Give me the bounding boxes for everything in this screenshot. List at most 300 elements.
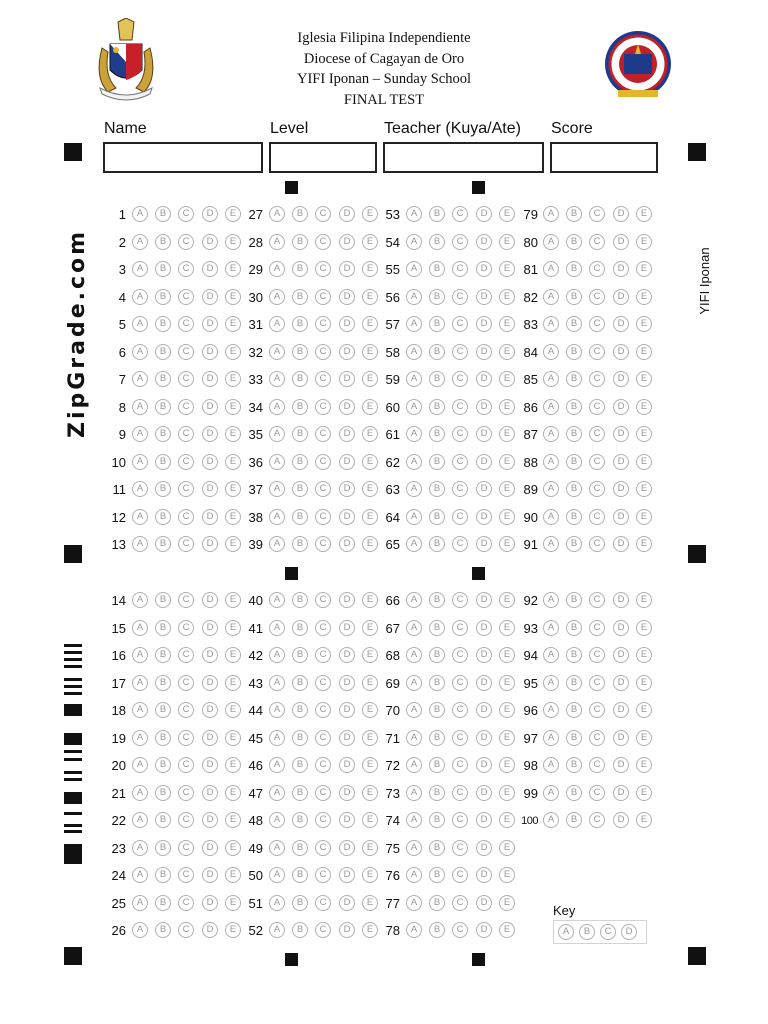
answer-bubble-e[interactable]: E bbox=[636, 536, 652, 552]
answer-bubble-e[interactable]: E bbox=[636, 426, 652, 442]
answer-bubble-b[interactable]: B bbox=[429, 812, 445, 828]
teacher-field[interactable] bbox=[383, 142, 544, 173]
answer-bubble-b[interactable]: B bbox=[566, 757, 582, 773]
answer-bubble-d[interactable]: D bbox=[476, 757, 492, 773]
answer-bubble-c[interactable]: C bbox=[178, 785, 194, 801]
answer-bubble-a[interactable]: A bbox=[132, 316, 148, 332]
answer-bubble-e[interactable]: E bbox=[362, 371, 378, 387]
answer-bubble-c[interactable]: C bbox=[589, 206, 605, 222]
answer-bubble-a[interactable]: A bbox=[132, 592, 148, 608]
answer-bubble-d[interactable]: D bbox=[202, 536, 218, 552]
answer-bubble-c[interactable]: C bbox=[589, 675, 605, 691]
answer-bubble-d[interactable]: D bbox=[339, 702, 355, 718]
answer-bubble-c[interactable]: C bbox=[589, 509, 605, 525]
answer-bubble-a[interactable]: A bbox=[543, 620, 559, 636]
answer-bubble-b[interactable]: B bbox=[292, 730, 308, 746]
answer-bubble-c[interactable]: C bbox=[178, 344, 194, 360]
answer-bubble-b[interactable]: B bbox=[429, 840, 445, 856]
answer-bubble-e[interactable]: E bbox=[499, 647, 515, 663]
answer-bubble-e[interactable]: E bbox=[362, 344, 378, 360]
answer-bubble-d[interactable]: D bbox=[202, 675, 218, 691]
answer-bubble-e[interactable]: E bbox=[362, 785, 378, 801]
answer-bubble-b[interactable]: B bbox=[292, 344, 308, 360]
answer-bubble-c[interactable]: C bbox=[315, 867, 331, 883]
answer-bubble-a[interactable]: A bbox=[132, 509, 148, 525]
answer-bubble-b[interactable]: B bbox=[566, 426, 582, 442]
answer-bubble-b[interactable]: B bbox=[292, 454, 308, 470]
answer-bubble-e[interactable]: E bbox=[225, 536, 241, 552]
answer-bubble-a[interactable]: A bbox=[406, 234, 422, 250]
answer-bubble-b[interactable]: B bbox=[429, 289, 445, 305]
answer-bubble-e[interactable]: E bbox=[225, 785, 241, 801]
answer-bubble-c[interactable]: C bbox=[315, 509, 331, 525]
answer-bubble-a[interactable]: A bbox=[406, 261, 422, 277]
answer-bubble-b[interactable]: B bbox=[429, 702, 445, 718]
answer-bubble-c[interactable]: C bbox=[178, 812, 194, 828]
answer-bubble-b[interactable]: B bbox=[566, 702, 582, 718]
answer-bubble-b[interactable]: B bbox=[155, 922, 171, 938]
answer-bubble-e[interactable]: E bbox=[499, 454, 515, 470]
answer-bubble-b[interactable]: B bbox=[429, 757, 445, 773]
answer-bubble-e[interactable]: E bbox=[636, 344, 652, 360]
answer-bubble-e[interactable]: E bbox=[225, 426, 241, 442]
answer-bubble-d[interactable]: D bbox=[202, 371, 218, 387]
answer-bubble-c[interactable]: C bbox=[178, 675, 194, 691]
answer-bubble-d[interactable]: D bbox=[613, 316, 629, 332]
answer-bubble-c[interactable]: C bbox=[589, 702, 605, 718]
answer-bubble-a[interactable]: A bbox=[406, 509, 422, 525]
answer-bubble-b[interactable]: B bbox=[292, 620, 308, 636]
answer-bubble-e[interactable]: E bbox=[362, 234, 378, 250]
answer-bubble-e[interactable]: E bbox=[362, 812, 378, 828]
answer-bubble-c[interactable]: C bbox=[315, 234, 331, 250]
answer-bubble-c[interactable]: C bbox=[589, 620, 605, 636]
answer-bubble-b[interactable]: B bbox=[292, 316, 308, 332]
answer-bubble-e[interactable]: E bbox=[225, 454, 241, 470]
answer-bubble-d[interactable]: D bbox=[476, 592, 492, 608]
answer-bubble-c[interactable]: C bbox=[315, 922, 331, 938]
answer-bubble-a[interactable]: A bbox=[543, 261, 559, 277]
answer-bubble-b[interactable]: B bbox=[155, 234, 171, 250]
answer-bubble-b[interactable]: B bbox=[429, 481, 445, 497]
answer-bubble-a[interactable]: A bbox=[132, 702, 148, 718]
answer-bubble-e[interactable]: E bbox=[499, 730, 515, 746]
answer-bubble-a[interactable]: A bbox=[406, 371, 422, 387]
answer-bubble-e[interactable]: E bbox=[636, 206, 652, 222]
answer-bubble-e[interactable]: E bbox=[499, 592, 515, 608]
answer-bubble-a[interactable]: A bbox=[406, 785, 422, 801]
answer-bubble-d[interactable]: D bbox=[613, 206, 629, 222]
answer-bubble-a[interactable]: A bbox=[132, 757, 148, 773]
answer-bubble-d[interactable]: D bbox=[202, 922, 218, 938]
answer-bubble-e[interactable]: E bbox=[225, 289, 241, 305]
answer-bubble-c[interactable]: C bbox=[178, 922, 194, 938]
answer-bubble-a[interactable]: A bbox=[132, 206, 148, 222]
answer-bubble-a[interactable]: A bbox=[269, 399, 285, 415]
answer-bubble-c[interactable]: C bbox=[452, 922, 468, 938]
answer-bubble-b[interactable]: B bbox=[292, 399, 308, 415]
answer-bubble-d[interactable]: D bbox=[202, 289, 218, 305]
answer-bubble-b[interactable]: B bbox=[292, 234, 308, 250]
answer-bubble-d[interactable]: D bbox=[613, 647, 629, 663]
answer-bubble-d[interactable]: D bbox=[339, 730, 355, 746]
answer-bubble-d[interactable]: D bbox=[202, 481, 218, 497]
answer-bubble-a[interactable]: A bbox=[406, 454, 422, 470]
answer-bubble-e[interactable]: E bbox=[499, 261, 515, 277]
answer-bubble-e[interactable]: E bbox=[636, 675, 652, 691]
answer-bubble-d[interactable]: D bbox=[476, 399, 492, 415]
answer-bubble-a[interactable]: A bbox=[269, 785, 285, 801]
answer-bubble-c[interactable]: C bbox=[452, 536, 468, 552]
answer-bubble-d[interactable]: D bbox=[339, 867, 355, 883]
answer-bubble-b[interactable]: B bbox=[292, 922, 308, 938]
answer-bubble-e[interactable]: E bbox=[362, 454, 378, 470]
answer-bubble-d[interactable]: D bbox=[202, 812, 218, 828]
answer-bubble-b[interactable]: B bbox=[155, 702, 171, 718]
answer-bubble-c[interactable]: C bbox=[178, 895, 194, 911]
answer-bubble-c[interactable]: C bbox=[178, 261, 194, 277]
answer-bubble-b[interactable]: B bbox=[292, 509, 308, 525]
answer-bubble-a[interactable]: A bbox=[132, 840, 148, 856]
answer-bubble-b[interactable]: B bbox=[429, 426, 445, 442]
answer-bubble-c[interactable]: C bbox=[452, 206, 468, 222]
answer-bubble-a[interactable]: A bbox=[543, 344, 559, 360]
answer-bubble-a[interactable]: A bbox=[132, 620, 148, 636]
answer-bubble-e[interactable]: E bbox=[499, 840, 515, 856]
answer-bubble-b[interactable]: B bbox=[566, 812, 582, 828]
answer-bubble-e[interactable]: E bbox=[636, 289, 652, 305]
answer-bubble-d[interactable]: D bbox=[476, 371, 492, 387]
answer-bubble-d[interactable]: D bbox=[339, 426, 355, 442]
answer-bubble-d[interactable]: D bbox=[476, 261, 492, 277]
answer-bubble-b[interactable]: B bbox=[155, 261, 171, 277]
answer-bubble-b[interactable]: B bbox=[155, 371, 171, 387]
answer-bubble-a[interactable]: A bbox=[543, 702, 559, 718]
answer-bubble-d[interactable]: D bbox=[202, 702, 218, 718]
answer-bubble-c[interactable]: C bbox=[452, 812, 468, 828]
answer-bubble-b[interactable]: B bbox=[429, 675, 445, 691]
answer-bubble-d[interactable]: D bbox=[613, 592, 629, 608]
answer-bubble-d[interactable]: D bbox=[339, 261, 355, 277]
answer-bubble-a[interactable]: A bbox=[269, 261, 285, 277]
answer-bubble-a[interactable]: A bbox=[269, 895, 285, 911]
answer-bubble-a[interactable]: A bbox=[132, 371, 148, 387]
answer-bubble-b[interactable]: B bbox=[292, 702, 308, 718]
answer-bubble-e[interactable]: E bbox=[499, 206, 515, 222]
answer-bubble-c[interactable]: C bbox=[452, 399, 468, 415]
answer-bubble-a[interactable]: A bbox=[132, 730, 148, 746]
answer-bubble-a[interactable]: A bbox=[406, 399, 422, 415]
answer-bubble-d[interactable]: D bbox=[339, 206, 355, 222]
answer-bubble-d[interactable]: D bbox=[202, 620, 218, 636]
answer-bubble-a[interactable]: A bbox=[406, 757, 422, 773]
answer-bubble-c[interactable]: C bbox=[315, 344, 331, 360]
answer-bubble-b[interactable]: B bbox=[429, 785, 445, 801]
answer-bubble-c[interactable]: C bbox=[315, 812, 331, 828]
answer-bubble-b[interactable]: B bbox=[155, 592, 171, 608]
answer-bubble-d[interactable]: D bbox=[339, 344, 355, 360]
answer-bubble-c[interactable]: C bbox=[452, 289, 468, 305]
answer-bubble-b[interactable]: B bbox=[566, 592, 582, 608]
answer-bubble-a[interactable]: A bbox=[406, 481, 422, 497]
answer-bubble-b[interactable]: B bbox=[292, 289, 308, 305]
answer-bubble-e[interactable]: E bbox=[636, 316, 652, 332]
answer-bubble-c[interactable]: C bbox=[452, 592, 468, 608]
answer-bubble-a[interactable]: A bbox=[269, 757, 285, 773]
answer-bubble-a[interactable]: A bbox=[132, 675, 148, 691]
answer-bubble-b[interactable]: B bbox=[292, 895, 308, 911]
answer-bubble-e[interactable]: E bbox=[362, 895, 378, 911]
answer-bubble-d[interactable]: D bbox=[339, 757, 355, 773]
answer-bubble-c[interactable]: C bbox=[315, 647, 331, 663]
answer-bubble-a[interactable]: A bbox=[406, 867, 422, 883]
answer-bubble-e[interactable]: E bbox=[362, 536, 378, 552]
answer-bubble-b[interactable]: B bbox=[155, 730, 171, 746]
answer-bubble-d[interactable]: D bbox=[613, 702, 629, 718]
answer-bubble-a[interactable]: A bbox=[406, 536, 422, 552]
answer-bubble-c[interactable]: C bbox=[589, 371, 605, 387]
name-field[interactable] bbox=[103, 142, 263, 173]
answer-bubble-e[interactable]: E bbox=[362, 592, 378, 608]
answer-bubble-b[interactable]: B bbox=[292, 757, 308, 773]
answer-bubble-d[interactable]: D bbox=[613, 812, 629, 828]
answer-bubble-e[interactable]: E bbox=[362, 316, 378, 332]
answer-bubble-b[interactable]: B bbox=[155, 757, 171, 773]
answer-bubble-a[interactable]: A bbox=[132, 344, 148, 360]
answer-bubble-a[interactable]: A bbox=[406, 426, 422, 442]
answer-bubble-e[interactable]: E bbox=[362, 702, 378, 718]
answer-bubble-d[interactable]: D bbox=[613, 536, 629, 552]
answer-bubble-e[interactable]: E bbox=[362, 206, 378, 222]
answer-bubble-a[interactable]: A bbox=[269, 371, 285, 387]
level-field[interactable] bbox=[269, 142, 377, 173]
answer-bubble-c[interactable]: C bbox=[589, 234, 605, 250]
answer-bubble-e[interactable]: E bbox=[225, 702, 241, 718]
answer-bubble-a[interactable]: A bbox=[543, 785, 559, 801]
answer-bubble-a[interactable]: A bbox=[269, 812, 285, 828]
answer-bubble-b[interactable]: B bbox=[429, 371, 445, 387]
answer-bubble-c[interactable]: C bbox=[178, 234, 194, 250]
answer-bubble-e[interactable]: E bbox=[362, 620, 378, 636]
answer-bubble-c[interactable]: C bbox=[315, 371, 331, 387]
answer-bubble-a[interactable]: A bbox=[543, 426, 559, 442]
answer-bubble-b[interactable]: B bbox=[292, 371, 308, 387]
answer-bubble-b[interactable]: B bbox=[155, 785, 171, 801]
answer-bubble-e[interactable]: E bbox=[225, 675, 241, 691]
answer-bubble-d[interactable]: D bbox=[613, 509, 629, 525]
answer-bubble-d[interactable]: D bbox=[202, 840, 218, 856]
answer-bubble-a[interactable]: A bbox=[269, 620, 285, 636]
answer-bubble-b[interactable]: B bbox=[566, 289, 582, 305]
answer-bubble-c[interactable]: C bbox=[452, 481, 468, 497]
answer-bubble-d[interactable]: D bbox=[476, 509, 492, 525]
answer-bubble-a[interactable]: A bbox=[269, 840, 285, 856]
answer-bubble-d[interactable]: D bbox=[476, 730, 492, 746]
answer-bubble-e[interactable]: E bbox=[499, 344, 515, 360]
answer-bubble-c[interactable]: C bbox=[452, 867, 468, 883]
score-field[interactable] bbox=[550, 142, 658, 173]
answer-bubble-a[interactable]: A bbox=[269, 730, 285, 746]
answer-bubble-c[interactable]: C bbox=[452, 261, 468, 277]
answer-bubble-d[interactable]: D bbox=[476, 234, 492, 250]
answer-bubble-b[interactable]: B bbox=[155, 426, 171, 442]
answer-bubble-c[interactable]: C bbox=[452, 675, 468, 691]
answer-bubble-d[interactable]: D bbox=[613, 426, 629, 442]
answer-bubble-b[interactable]: B bbox=[566, 536, 582, 552]
answer-bubble-d[interactable]: D bbox=[202, 206, 218, 222]
answer-bubble-c[interactable]: C bbox=[589, 536, 605, 552]
answer-bubble-a[interactable]: A bbox=[269, 592, 285, 608]
answer-bubble-a[interactable]: A bbox=[543, 206, 559, 222]
answer-bubble-b[interactable]: B bbox=[566, 316, 582, 332]
answer-bubble-d[interactable]: D bbox=[476, 895, 492, 911]
answer-bubble-e[interactable]: E bbox=[636, 647, 652, 663]
answer-bubble-a[interactable]: A bbox=[269, 675, 285, 691]
answer-bubble-a[interactable]: A bbox=[543, 509, 559, 525]
answer-bubble-b[interactable]: B bbox=[429, 895, 445, 911]
answer-bubble-a[interactable]: A bbox=[269, 536, 285, 552]
answer-bubble-e[interactable]: E bbox=[636, 620, 652, 636]
answer-bubble-c[interactable]: C bbox=[452, 316, 468, 332]
answer-bubble-b[interactable]: B bbox=[566, 509, 582, 525]
answer-bubble-a[interactable]: A bbox=[543, 730, 559, 746]
answer-bubble-c[interactable]: C bbox=[452, 344, 468, 360]
answer-bubble-d[interactable]: D bbox=[339, 234, 355, 250]
answer-bubble-c[interactable]: C bbox=[452, 371, 468, 387]
answer-bubble-a[interactable]: A bbox=[132, 289, 148, 305]
answer-bubble-d[interactable]: D bbox=[613, 785, 629, 801]
answer-bubble-b[interactable]: B bbox=[566, 234, 582, 250]
answer-bubble-d[interactable]: D bbox=[613, 757, 629, 773]
answer-bubble-e[interactable]: E bbox=[225, 509, 241, 525]
answer-bubble-c[interactable]: C bbox=[315, 757, 331, 773]
answer-bubble-d[interactable]: D bbox=[476, 922, 492, 938]
answer-bubble-c[interactable]: C bbox=[452, 426, 468, 442]
answer-bubble-d[interactable]: D bbox=[476, 620, 492, 636]
answer-bubble-b[interactable]: B bbox=[429, 206, 445, 222]
answer-bubble-d[interactable]: D bbox=[476, 536, 492, 552]
answer-bubble-a[interactable]: A bbox=[132, 785, 148, 801]
answer-bubble-d[interactable]: D bbox=[613, 261, 629, 277]
answer-bubble-c[interactable]: C bbox=[178, 536, 194, 552]
answer-bubble-c[interactable]: C bbox=[178, 867, 194, 883]
answer-bubble-c[interactable]: C bbox=[452, 620, 468, 636]
answer-bubble-d[interactable]: D bbox=[339, 840, 355, 856]
answer-bubble-a[interactable]: A bbox=[406, 675, 422, 691]
answer-bubble-e[interactable]: E bbox=[362, 509, 378, 525]
answer-bubble-b[interactable]: B bbox=[566, 620, 582, 636]
answer-bubble-c[interactable]: C bbox=[315, 399, 331, 415]
answer-bubble-e[interactable]: E bbox=[499, 620, 515, 636]
answer-bubble-e[interactable]: E bbox=[225, 206, 241, 222]
answer-bubble-d[interactable]: D bbox=[476, 426, 492, 442]
answer-bubble-d[interactable]: D bbox=[202, 730, 218, 746]
answer-bubble-b[interactable]: B bbox=[429, 922, 445, 938]
answer-bubble-b[interactable]: B bbox=[566, 261, 582, 277]
answer-bubble-a[interactable]: A bbox=[543, 316, 559, 332]
answer-bubble-e[interactable]: E bbox=[499, 867, 515, 883]
answer-bubble-c[interactable]: C bbox=[315, 206, 331, 222]
answer-bubble-a[interactable]: A bbox=[269, 922, 285, 938]
answer-bubble-e[interactable]: E bbox=[499, 509, 515, 525]
answer-bubble-c[interactable]: C bbox=[315, 261, 331, 277]
answer-bubble-a[interactable]: A bbox=[406, 592, 422, 608]
answer-bubble-c[interactable]: C bbox=[315, 620, 331, 636]
answer-bubble-d[interactable]: D bbox=[476, 454, 492, 470]
answer-bubble-b[interactable]: B bbox=[155, 895, 171, 911]
answer-bubble-d[interactable]: D bbox=[613, 481, 629, 497]
answer-bubble-c[interactable]: C bbox=[178, 840, 194, 856]
answer-bubble-e[interactable]: E bbox=[225, 344, 241, 360]
answer-bubble-a[interactable]: A bbox=[406, 206, 422, 222]
answer-bubble-b[interactable]: B bbox=[292, 812, 308, 828]
answer-bubble-d[interactable]: D bbox=[202, 592, 218, 608]
answer-bubble-e[interactable]: E bbox=[636, 757, 652, 773]
answer-bubble-d[interactable]: D bbox=[613, 234, 629, 250]
answer-bubble-b[interactable]: B bbox=[429, 344, 445, 360]
answer-bubble-b[interactable]: B bbox=[566, 454, 582, 470]
answer-bubble-d[interactable]: D bbox=[339, 895, 355, 911]
answer-bubble-e[interactable]: E bbox=[499, 371, 515, 387]
answer-bubble-b[interactable]: B bbox=[155, 840, 171, 856]
answer-bubble-e[interactable]: E bbox=[499, 289, 515, 305]
answer-bubble-a[interactable]: A bbox=[132, 536, 148, 552]
answer-bubble-d[interactable]: D bbox=[202, 785, 218, 801]
answer-bubble-c[interactable]: C bbox=[178, 647, 194, 663]
answer-bubble-b[interactable]: B bbox=[292, 675, 308, 691]
answer-bubble-a[interactable]: A bbox=[406, 344, 422, 360]
answer-bubble-d[interactable]: D bbox=[339, 481, 355, 497]
answer-bubble-d[interactable]: D bbox=[202, 316, 218, 332]
answer-bubble-b[interactable]: B bbox=[292, 867, 308, 883]
answer-bubble-b[interactable]: B bbox=[155, 509, 171, 525]
answer-bubble-e[interactable]: E bbox=[362, 922, 378, 938]
answer-bubble-d[interactable]: D bbox=[339, 647, 355, 663]
answer-bubble-e[interactable]: E bbox=[362, 675, 378, 691]
answer-bubble-e[interactable]: E bbox=[225, 730, 241, 746]
key-bubble-c[interactable]: C bbox=[600, 924, 616, 940]
answer-bubble-a[interactable]: A bbox=[543, 592, 559, 608]
answer-bubble-a[interactable]: A bbox=[269, 481, 285, 497]
answer-bubble-d[interactable]: D bbox=[339, 509, 355, 525]
answer-bubble-c[interactable]: C bbox=[178, 730, 194, 746]
answer-bubble-e[interactable]: E bbox=[362, 730, 378, 746]
answer-bubble-c[interactable]: C bbox=[178, 620, 194, 636]
answer-bubble-d[interactable]: D bbox=[613, 371, 629, 387]
answer-bubble-e[interactable]: E bbox=[499, 481, 515, 497]
answer-bubble-e[interactable]: E bbox=[225, 316, 241, 332]
answer-bubble-a[interactable]: A bbox=[132, 922, 148, 938]
answer-bubble-e[interactable]: E bbox=[225, 371, 241, 387]
answer-bubble-e[interactable]: E bbox=[225, 647, 241, 663]
answer-bubble-d[interactable]: D bbox=[339, 785, 355, 801]
answer-bubble-e[interactable]: E bbox=[636, 234, 652, 250]
answer-bubble-d[interactable]: D bbox=[202, 399, 218, 415]
answer-bubble-e[interactable]: E bbox=[499, 922, 515, 938]
answer-bubble-c[interactable]: C bbox=[178, 426, 194, 442]
answer-bubble-c[interactable]: C bbox=[589, 426, 605, 442]
answer-bubble-b[interactable]: B bbox=[429, 454, 445, 470]
answer-bubble-d[interactable]: D bbox=[339, 371, 355, 387]
answer-bubble-c[interactable]: C bbox=[315, 730, 331, 746]
answer-bubble-c[interactable]: C bbox=[452, 840, 468, 856]
answer-bubble-e[interactable]: E bbox=[225, 812, 241, 828]
answer-bubble-b[interactable]: B bbox=[566, 371, 582, 387]
answer-bubble-b[interactable]: B bbox=[155, 620, 171, 636]
answer-bubble-b[interactable]: B bbox=[429, 399, 445, 415]
answer-bubble-e[interactable]: E bbox=[636, 261, 652, 277]
answer-bubble-a[interactable]: A bbox=[269, 316, 285, 332]
